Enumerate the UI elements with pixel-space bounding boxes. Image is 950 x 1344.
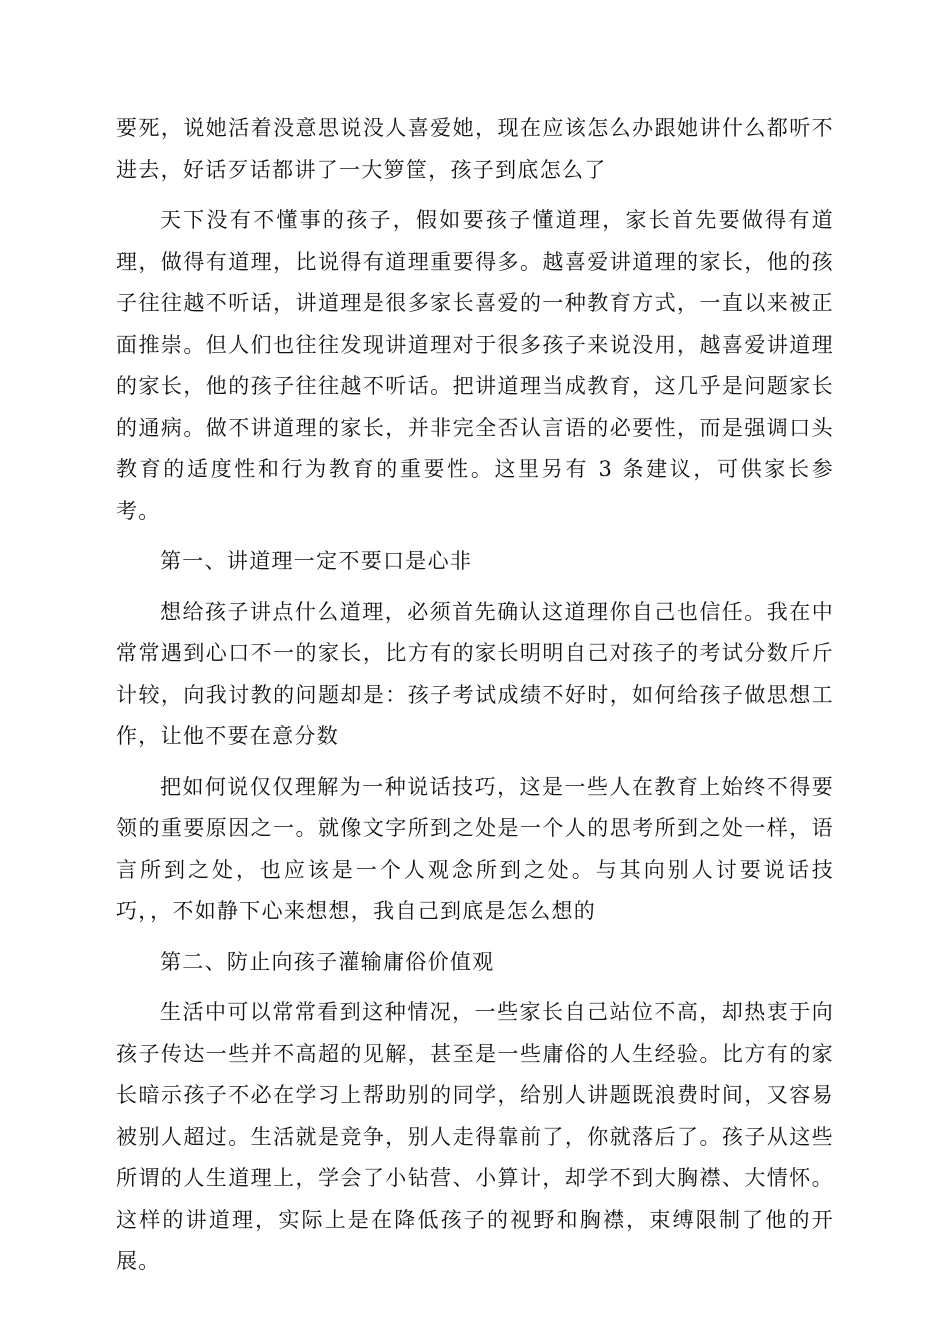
paragraph: 想给孩子讲点什么道理，必须首先确认这道理你自己也信任。我在中常常遇到心口不一的家长，比方有的家长明明自己对孩子的考试分数斤斤计较，向我讨教的问题却是：孩子考试成绩不好时，如何给孩子做思想工作，让他不要在意分数 bbox=[116, 599, 834, 748]
document-body bbox=[116, 108, 834, 1292]
paragraph: 把如何说仅仅理解为一种说话技巧，这是一些人在教育上始终不得要领的重要原因之一。就像文字所到之处是一个人的思考所到之处一样，语言所到之处，也应该是一个人观念所到之处。与其向别人讨要说话技巧，，不如静下心来想想，我自己到底是怎么想的 bbox=[116, 774, 834, 923]
paragraph-continuation: 要死，说她活着没意思说没人喜爱她，现在应该怎么办跟她讲什么都听不进去，好话歹话都讲了一大箩筐，孩子到底怎么了 bbox=[116, 116, 834, 182]
paragraph-intro: 天下没有不懂事的孩子，假如要孩子懂道理，家长首先要做得有道理，做得有道理，比说得有道理重要得多。越喜爱讲道理的家长，他的孩子往往越不听话，讲道理是很多家长喜爱的一种教育方式，一直以来被正面推崇。但人们也往往发现讲道理对于很多孩子来说没用，越喜爱讲道理的家长，他的孩子往往越不听话。把讲道理当成教育，这几乎是问题家长的通病。做不讲道理的家长，并非完全否认言语的必要性，而是强调口头教育的适度性和行为教育的重要性。这里另有 3 条建议，可供家长参考。 bbox=[116, 208, 834, 523]
section-heading-second: 第二、防止向孩子灌输庸俗价值观 bbox=[160, 949, 495, 974]
paragraph: 生活中可以常常看到这种情况，一些家长自己站位不高，却热衷于向孩子传达一些并不高超的见解，甚至是一些庸俗的人生经验。比方有的家长暗示孩子不必在学习上帮助别的同学，给别人讲题既浪费时间，又容易被别人超过。生活就是竞争，别人走得靠前了，你就落后了。孩子从这些所谓的人生道理上，学会了小钻营、小算计，却学不到大胸襟、大情怀。这样的讲道理，实际上是在降低孩子的视野和胸襟，束缚限制了他的开展。 bbox=[116, 1000, 834, 1273]
section-heading-first: 第一、讲道理一定不要口是心非 bbox=[160, 549, 473, 573]
